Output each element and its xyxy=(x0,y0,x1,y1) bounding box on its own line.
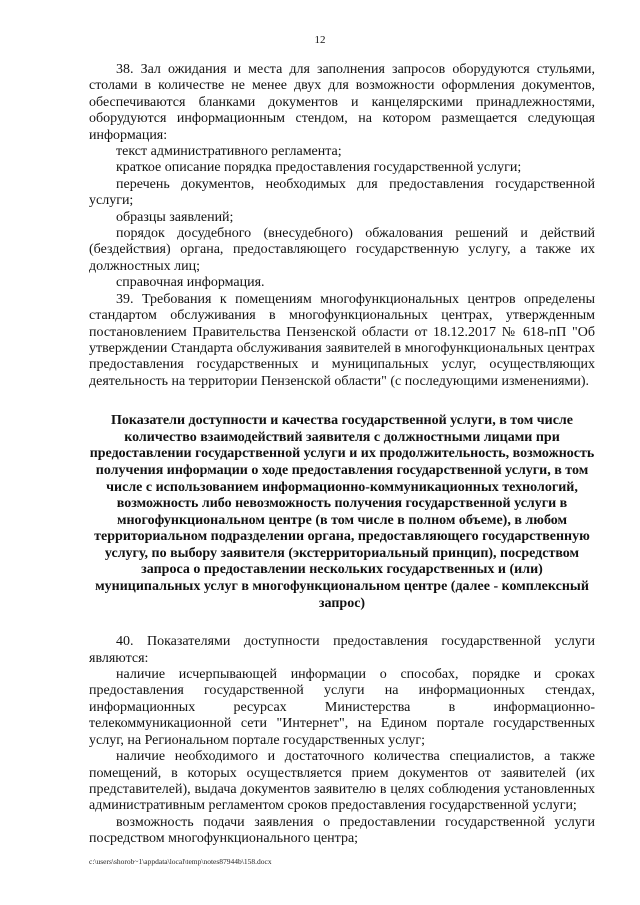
document-body xyxy=(89,62,595,848)
list-item: порядок досудебного (внесудебного) обжалования решений и действий (бездействия) органа, предоставляющего государственную услугу, а также их должностных лиц; xyxy=(89,226,595,274)
footer-file-path: c:\users\shorob~1\appdata\local\temp\notes87944b\158.docx xyxy=(89,857,272,866)
paragraph-38: 38. Зал ожидания и места для заполнения запросов оборудуются стульями, столами в количестве не менее двух для возможности оформления документов, обеспечиваются бланками документов и канцелярскими принадлежностями, оборудуются информационным стендом, на котором размещается следующая информация: xyxy=(89,62,595,143)
list-item: образцы заявлений; xyxy=(116,209,234,225)
list-item: текст административного регламента; xyxy=(116,144,342,160)
paragraph-39: 39. Требования к помещениям многофункциональных центров определены стандартом обслуживания в многофункциональных центрах, утвержденным постановлением Правительства Пензенской области от 18.12.2017 № 618-пП "Об утверждении Стандарта обслуживания заявителей в многофункциональных центрах предоставления государственных и муниципальных услуг, осуществляющих деятельность на территории Пензенской области" (с последующими изменениями). xyxy=(89,291,595,389)
section-heading: Показатели доступности и качества государственной услуги, в том числе количество взаимодействий заявителя с должностными лицами при предоставлении государственной услуги и их продолжительность, возможность получения информации о ходе предоставления государственной услуги, в том числе с использованием информационно-коммуникационных технологий, возможность либо невозможность получения государственной услуги в многофункциональном центре (в том числе в полном объеме), в любом территориальном подразделении органа, предоставляющего государственную услугу, по выбору заявителя (экстерриториальный принцип), посредством запроса о предоставлении нескольких государственных и (или) муниципальных услуг в многофункциональном центре (далее - комплексный запрос) xyxy=(89,413,595,611)
list-item: наличие необходимого и достаточного количества специалистов, а также помещений, в которых осуществляется прием документов от заявителей (их представителей), выдача документов заявителю в целях соблюдения установленных административным регламентом сроков предоставления государственной услуги; xyxy=(89,749,595,814)
list-item: краткое описание порядка предоставления государственной услуги; xyxy=(116,160,522,176)
paragraph-40: 40. Показателями доступности предоставления государственной услуги являются: xyxy=(89,634,595,666)
list-item: справочная информация. xyxy=(116,275,265,291)
list-item: наличие исчерпывающей информации о способах, порядке и сроках предоставления государственной услуги на информационных стендах, информационных ресурсах Министерства в информационно-телекоммуникационной сети "Интернет", на Едином портале государственных услуг, на Региональном портале государственных услуг; xyxy=(89,667,595,748)
page-number: 12 xyxy=(314,34,326,46)
list-item: возможность подачи заявления о предоставлении государственной услуги посредством многофункционального центра; xyxy=(89,814,595,847)
list-item: перечень документов, необходимых для предоставления государственной услуги; xyxy=(89,176,595,209)
